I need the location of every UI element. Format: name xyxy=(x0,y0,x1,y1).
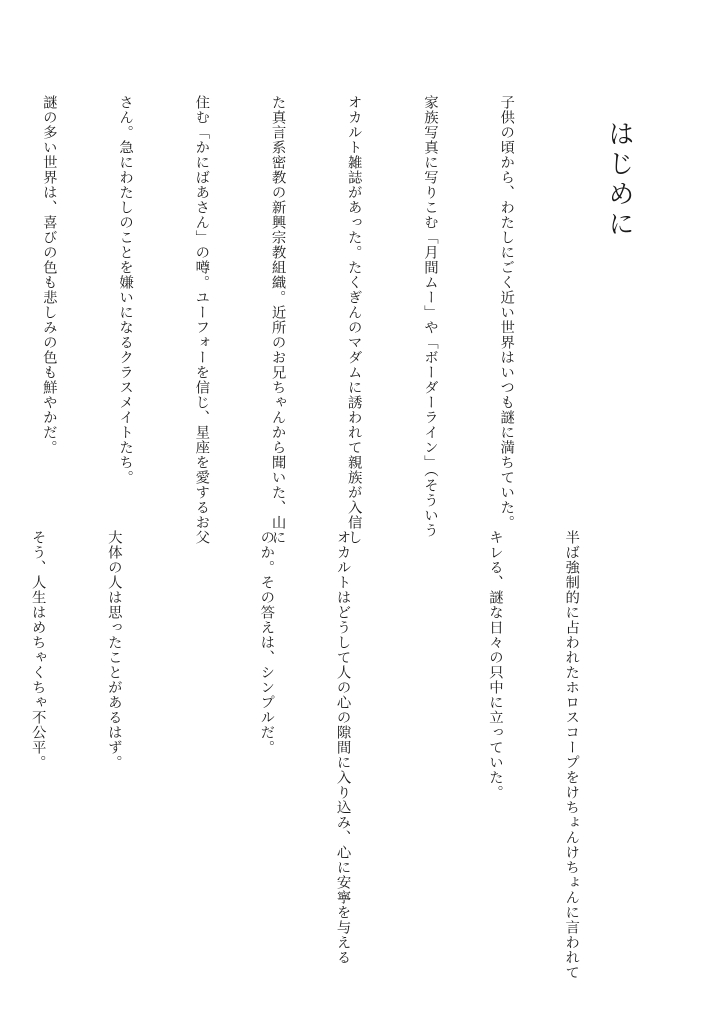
text-line: オカルトはどうして人の心の隙間に入り込み、心に安寧を与える xyxy=(334,530,351,965)
text-line: た真言系密教の新興宗教組織。近所のお兄ちゃんから聞いた、山に xyxy=(269,95,286,545)
text-line: 住む「かにばあさん」の噂。ユーフォーを信じ、星座を愛するお父 xyxy=(193,95,210,545)
text-line: キレる、謎な日々の只中に立っていた。 xyxy=(486,530,503,800)
text-line: そう、人生はめちゃくちゃ不公平。 xyxy=(29,530,46,770)
text-line: 子供の頃から、わたしにごく近い世界はいつも謎に満ちていた。 xyxy=(498,95,515,530)
text-line: さん。急にわたしのことを嫌いになるクラスメイトたち。 xyxy=(117,95,134,485)
text-line: 家族写真に写りこむ「月間ムー」や「ボーダーライン」（そういう xyxy=(421,95,438,538)
text-line: 大体の人は思ったことがあるはず。 xyxy=(105,530,122,770)
page-title: はじめに xyxy=(604,120,634,240)
blank-line xyxy=(405,530,430,950)
lower-text-block xyxy=(0,530,634,980)
text-line: 謎の多い世界は、喜びの色も悲しみの色も鮮やかだ。 xyxy=(40,95,57,455)
blank-line xyxy=(177,530,202,950)
text-line: 半ば強制的に占われたホロスコープをけちょんけちょんに言われて xyxy=(563,530,580,980)
upper-text-block xyxy=(0,95,569,545)
text-line: オカルト雑誌があった。たくぎんのマダムに誘われて親族が入信し xyxy=(345,95,362,545)
text-line: のか。その答えは、シンプルだ。 xyxy=(258,530,275,755)
